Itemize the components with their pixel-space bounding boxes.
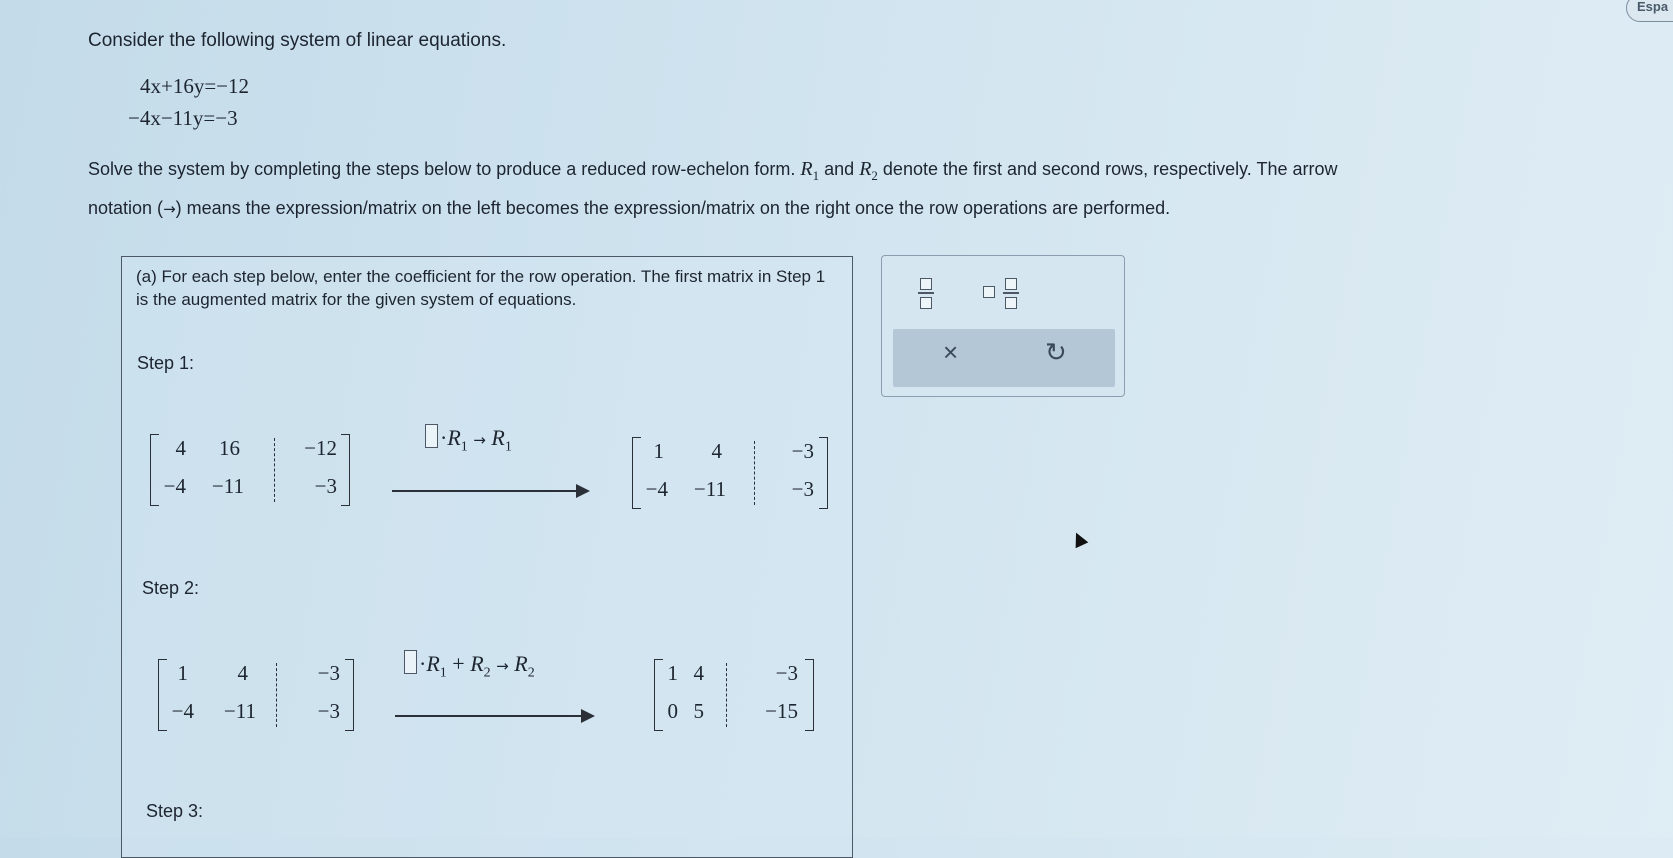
step-2-label: Step 2: bbox=[142, 578, 200, 598]
mouse-cursor-icon bbox=[1070, 530, 1089, 549]
math-input-toolbar bbox=[881, 255, 1125, 397]
step-2-right-matrix: 1 4 −3 0 5 −15 bbox=[654, 659, 814, 733]
equation-2: −4x−11y=−3 bbox=[128, 106, 238, 130]
instruction-line-1: Solve the system by completing the steps below to produce a reduced row-echelon form. $R_1$ and $R_2$ denote the first and second rows, respectively. The arrow bbox=[88, 158, 1338, 183]
step-1-left-matrix: 4 16 −12 −4 −11 −3 bbox=[150, 434, 350, 508]
step-3-label: Step 3: bbox=[146, 801, 204, 821]
problem-intro: Consider the following system of linear equations. bbox=[88, 30, 507, 51]
undo-button[interactable]: ↻ bbox=[1045, 337, 1067, 367]
part-a-instructions: (a) For each step below, enter the coefficient for the row operation. The first matrix in Step 1 is the augmented matrix for the given system of equations. bbox=[136, 267, 826, 309]
step-2-left-matrix: 1 4 −3 −4 −11 −3 bbox=[158, 659, 354, 733]
step-1-arrow bbox=[392, 490, 588, 492]
language-toggle-button[interactable]: Espa bbox=[1626, 0, 1673, 22]
step-1-operation: $\cdot R_1 \to R_1$ bbox=[425, 424, 512, 455]
toolbar-action-bar bbox=[893, 329, 1115, 387]
step-2-arrow bbox=[395, 715, 593, 717]
clear-button[interactable]: × bbox=[943, 337, 959, 367]
fraction-icon[interactable] bbox=[918, 276, 934, 312]
mixed-number-icon[interactable] bbox=[983, 276, 1023, 312]
step-1-coefficient-input[interactable] bbox=[425, 424, 438, 448]
instruction-line-2: notation (→) means the expression/matrix on the left becomes the expression/matrix on the right once the row operations are performed. bbox=[88, 198, 1171, 218]
arrow-notation-icon: → bbox=[163, 200, 176, 218]
r1-symbol: $R_1$ bbox=[800, 158, 820, 183]
step-2-coefficient-input[interactable] bbox=[404, 650, 417, 674]
r2-symbol: $R_2$ bbox=[859, 158, 878, 183]
equation-1: 4x+16y=−12 bbox=[140, 74, 250, 98]
part-a-panel bbox=[121, 256, 853, 858]
step-1-label: Step 1: bbox=[137, 353, 195, 373]
step-1-right-matrix: 1 4 −3 −4 −11 −3 bbox=[632, 437, 828, 511]
step-2-operation: $\cdot R_1 + R_2 \to R_2$ bbox=[404, 650, 535, 681]
